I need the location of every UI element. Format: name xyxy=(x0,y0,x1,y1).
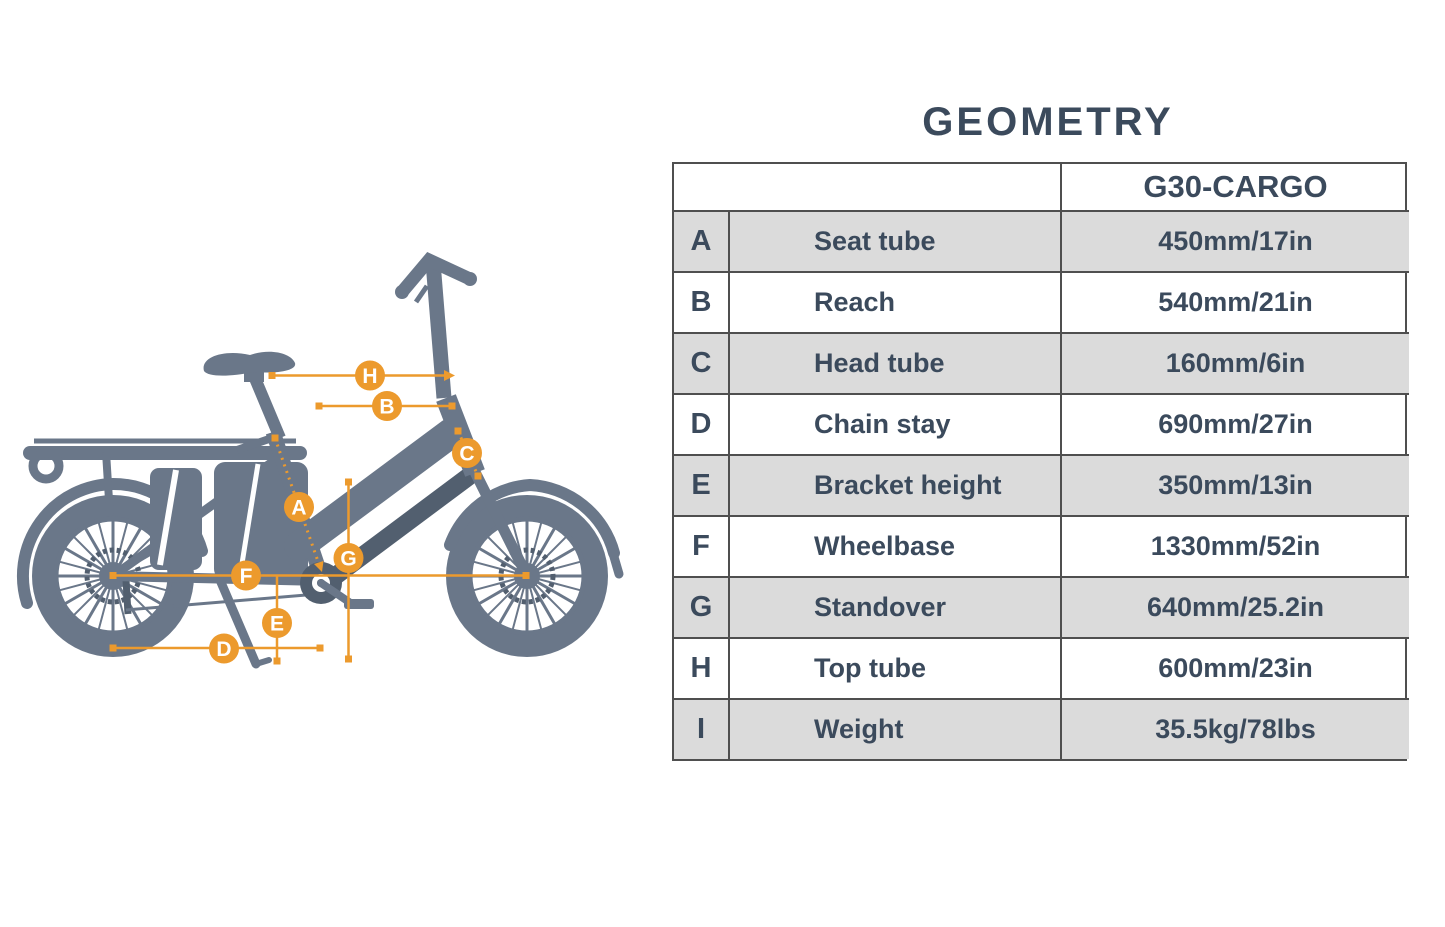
row-label: Reach xyxy=(728,271,1060,332)
marker-label-F: F xyxy=(239,565,253,588)
row-letter: H xyxy=(674,637,728,698)
marker-label-H: H xyxy=(362,365,378,388)
row-label: Head tube xyxy=(728,332,1060,393)
row-label: Seat tube xyxy=(728,210,1060,271)
main-frame-tube xyxy=(299,433,451,546)
table-header-model: G30-CARGO xyxy=(1060,164,1409,210)
row-value: 160mm/6in xyxy=(1060,332,1409,393)
row-value: 35.5kg/78lbs xyxy=(1060,698,1409,759)
marker-label-B: B xyxy=(379,395,395,419)
page-title: GEOMETRY xyxy=(922,100,1174,144)
row-value: 450mm/17in xyxy=(1060,210,1409,271)
geometry-table xyxy=(672,162,1407,761)
marker-label-C: C xyxy=(459,442,475,466)
marker-label-A: A xyxy=(291,496,307,520)
row-letter: B xyxy=(674,271,728,332)
row-letter: I xyxy=(674,698,728,759)
row-value: 1330mm/52in xyxy=(1060,515,1409,576)
rack-handle-loop xyxy=(33,453,59,479)
row-value: 600mm/23in xyxy=(1060,637,1409,698)
row-label: Bracket height xyxy=(728,454,1060,515)
marker-label-E: E xyxy=(269,612,285,636)
row-label: Top tube xyxy=(728,637,1060,698)
row-label: Chain stay xyxy=(728,393,1060,454)
row-letter: D xyxy=(674,393,728,454)
marker-label-D: D xyxy=(216,638,232,661)
row-letter: G xyxy=(674,576,728,637)
row-value: 350mm/13in xyxy=(1060,454,1409,515)
row-letter: C xyxy=(674,332,728,393)
row-label: Weight xyxy=(728,698,1060,759)
stem xyxy=(433,262,444,398)
seat-post xyxy=(254,376,280,438)
table-header-empty xyxy=(674,164,1060,210)
saddle xyxy=(204,352,296,376)
row-letter: F xyxy=(674,515,728,576)
row-label: Standover xyxy=(728,576,1060,637)
bike-geometry-diagram xyxy=(0,0,660,730)
marker-label-G: G xyxy=(340,547,357,571)
row-value: 540mm/21in xyxy=(1060,271,1409,332)
row-value: 640mm/25.2in xyxy=(1060,576,1409,637)
row-label: Wheelbase xyxy=(728,515,1060,576)
brake-lever xyxy=(416,286,427,302)
row-value: 690mm/27in xyxy=(1060,393,1409,454)
row-letter: A xyxy=(674,210,728,271)
row-letter: E xyxy=(674,454,728,515)
